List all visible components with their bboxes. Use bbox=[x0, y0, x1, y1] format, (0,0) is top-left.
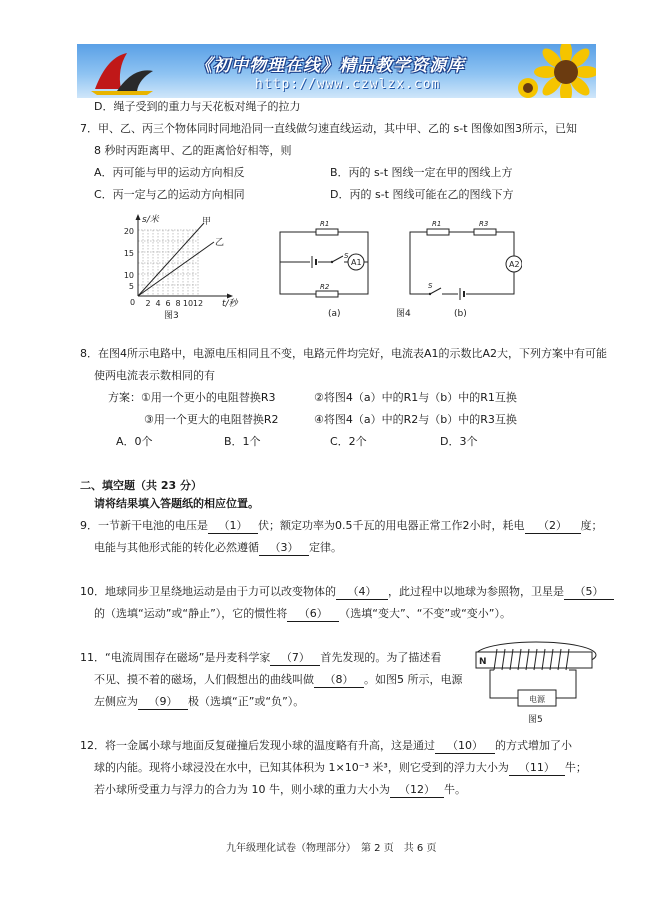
q12-text: 牛； bbox=[564, 761, 587, 774]
header-banner bbox=[77, 44, 596, 98]
figure-4-circuits bbox=[272, 212, 522, 322]
answer-blank-7[interactable]: （7） bbox=[270, 651, 320, 666]
x-tick: 6 bbox=[165, 299, 171, 308]
q11-text: 极（选填“正”或“负”）。 bbox=[188, 695, 305, 708]
x-tick: 12 bbox=[192, 299, 204, 308]
y-tick: 20 bbox=[123, 227, 134, 236]
q10-line-2 bbox=[94, 607, 511, 622]
x-tick: 8 bbox=[175, 299, 181, 308]
q12-text: 12．将一金属小球与地面反复碰撞后发现小球的温度略有升高，这是通过 bbox=[80, 739, 435, 752]
q11-line-2 bbox=[94, 673, 463, 688]
label-s-a: S bbox=[344, 252, 349, 260]
label-yi: 乙 bbox=[215, 238, 225, 248]
line-yi bbox=[138, 242, 214, 296]
iron-core bbox=[476, 652, 592, 668]
x-axis-label: t/秒 bbox=[222, 299, 238, 309]
label-r1-b: R1 bbox=[432, 220, 442, 228]
q10-text: 的（选填“运动”或“静止”），它的惯性将 bbox=[94, 607, 288, 620]
q7-option-d: D．丙的 s-t 图线可能在乙的图线下方 bbox=[330, 188, 514, 201]
q8-option-d: D．3个 bbox=[440, 435, 478, 448]
resistor-r3-b bbox=[474, 229, 496, 235]
q11-text: 11．“电流周围存在磁场”是丹麦科学家 bbox=[80, 651, 271, 664]
q12-text: 球的内能。现将小球浸没在水中，已知其体积为 1×10⁻³ 米³，则它受到的浮力大小为 bbox=[94, 761, 509, 774]
answer-blank-8[interactable]: （8） bbox=[314, 673, 364, 688]
answer-blank-9[interactable]: （9） bbox=[138, 695, 188, 710]
q9-text: 定律。 bbox=[309, 541, 342, 554]
answer-blank-12[interactable]: （12） bbox=[390, 783, 444, 798]
q9-text: 伏；额定功率为0.5千瓦的用电器正常工作2小时，耗电 bbox=[258, 519, 525, 532]
resistor-r2-a bbox=[316, 291, 338, 297]
q11-text: 左侧应为 bbox=[94, 695, 138, 708]
ammeter-a2-label: A2 bbox=[509, 260, 520, 269]
q12-line-3 bbox=[94, 783, 466, 798]
q8-plan-2: ②将图4（a）中的R1与（b）中的R1互换 bbox=[314, 391, 517, 404]
wire-right bbox=[556, 670, 576, 698]
q8-plan-3: ③用一个更大的电阻替换R2 bbox=[144, 413, 279, 426]
q12-line-2 bbox=[94, 761, 587, 776]
q7-option-b: B．丙的 s-t 图线一定在甲的图线上方 bbox=[330, 166, 513, 179]
label-r1-a: R1 bbox=[320, 220, 330, 228]
q9-text: 9．一节新干电池的电压是 bbox=[80, 519, 208, 532]
label-s-b: S bbox=[428, 282, 433, 290]
label-r3-b: R3 bbox=[479, 220, 489, 228]
answer-blank-10[interactable]: （10） bbox=[435, 739, 495, 754]
figure-4-caption: 图4 bbox=[396, 309, 411, 319]
q7-option-c: C．丙一定与乙的运动方向相同 bbox=[94, 188, 245, 201]
figure-3-st-graph bbox=[118, 212, 268, 320]
wire-left bbox=[490, 670, 518, 698]
answer-blank-1[interactable]: （1） bbox=[208, 519, 258, 534]
q10-text: 10．地球同步卫星绕地运动是由于力可以改变物体的 bbox=[80, 585, 336, 598]
answer-blank-3[interactable]: （3） bbox=[259, 541, 309, 556]
sunflower-icon bbox=[516, 44, 596, 98]
answer-blank-4[interactable]: （4） bbox=[336, 585, 388, 600]
section-2-instruction: 请将结果填入答题纸的相应位置。 bbox=[94, 497, 259, 510]
q11-line-1 bbox=[80, 651, 441, 666]
q9-line-2 bbox=[94, 541, 342, 556]
q11-text: 首先发现的。为了描述看 bbox=[320, 651, 442, 664]
q10-text: （选填“变大”、“不变”或“变小”）。 bbox=[339, 607, 511, 620]
q8-line-1: 8．在图4所示电路中，电源电压相同且不变，电路元件均完好，电流表A1的示数比A2大，下列方案中有可能 bbox=[80, 347, 608, 360]
q8-plan-4: ④将图4（a）中的R2与（b）中的R3互换 bbox=[314, 413, 517, 426]
q10-line-1 bbox=[80, 585, 614, 600]
q8-option-c: C．2个 bbox=[330, 435, 367, 448]
label-jia: 甲 bbox=[202, 217, 212, 227]
switch-a-icon bbox=[331, 256, 344, 266]
answer-blank-5[interactable]: （5） bbox=[564, 585, 614, 600]
y-axis-label: s/米 bbox=[142, 215, 159, 225]
y-tick: 10 bbox=[123, 271, 134, 280]
section-2-heading: 二、填空题（共 23 分） bbox=[80, 479, 202, 492]
q8-plan-1: 方案：①用一个更小的电阻替换R3 bbox=[108, 391, 276, 404]
label-r2-a: R2 bbox=[320, 283, 330, 291]
figure-3-caption: 图3 bbox=[164, 311, 179, 320]
q12-text: 的方式增加了小 bbox=[495, 739, 572, 752]
resistor-r1-a bbox=[316, 229, 338, 235]
site-logo-icon bbox=[87, 49, 157, 95]
battery-a-icon bbox=[310, 256, 318, 268]
figure-5-caption: 图5 bbox=[528, 715, 543, 725]
battery-b-icon bbox=[458, 288, 466, 300]
page-footer: 九年级理化试卷（物理部分） 第 2 页 共 6 页 bbox=[226, 843, 437, 854]
answer-blank-11[interactable]: （11） bbox=[509, 761, 565, 776]
banner-title: 《初中物理在线》精品教学资源库 bbox=[195, 56, 465, 76]
q8-option-a: A．0个 bbox=[116, 435, 153, 448]
banner-url: http://www.czwlzx.com bbox=[255, 77, 441, 92]
q11-text: 。如图5 所示，电源 bbox=[364, 673, 463, 686]
q10-text: ，此过程中以地球为参照物，卫星是 bbox=[388, 585, 564, 598]
q12-line-1 bbox=[80, 739, 572, 754]
q8-option-b: B．1个 bbox=[224, 435, 261, 448]
y-tick: 15 bbox=[123, 249, 134, 258]
answer-blank-6[interactable]: （6） bbox=[287, 607, 339, 622]
x-tick: 2 bbox=[145, 299, 151, 308]
y-axis-arrow-icon bbox=[136, 214, 141, 220]
resistor-r1-b bbox=[427, 229, 449, 235]
q11-text: 不见、摸不着的磁场，人们假想出的曲线叫做 bbox=[94, 673, 314, 686]
x-tick: 4 bbox=[155, 299, 161, 308]
answer-blank-2[interactable]: （2） bbox=[525, 519, 581, 534]
circuit-b bbox=[410, 232, 514, 294]
ammeter-a1-label: A1 bbox=[351, 258, 362, 267]
pole-label: N bbox=[479, 657, 487, 667]
figure-5-solenoid bbox=[472, 634, 600, 726]
origin-label: 0 bbox=[130, 298, 136, 307]
x-tick: 10 bbox=[182, 299, 194, 308]
q8-line-2: 使两电流表示数相同的有 bbox=[94, 369, 215, 382]
circuit-b-caption: (b) bbox=[454, 309, 467, 319]
q7-line-2: 8 秒时丙距离甲、乙的距离恰好相等，则 bbox=[94, 144, 292, 157]
q7-option-a: A．丙可能与甲的运动方向相反 bbox=[94, 166, 245, 179]
circuit-a-caption: (a) bbox=[328, 309, 341, 319]
q9-line-1 bbox=[80, 519, 603, 534]
q11-line-3 bbox=[94, 695, 304, 710]
q9-text: 度； bbox=[580, 519, 603, 532]
q6-option-d: D．绳子受到的重力与天花板对绳子的拉力 bbox=[94, 100, 301, 113]
q7-line-1: 7．甲、乙、丙三个物体同时同地沿同一直线做匀速直线运动，其中甲、乙的 s-t 图像如图3所示，已知 bbox=[80, 122, 578, 135]
y-tick: 5 bbox=[128, 282, 134, 291]
power-source-label: 电源 bbox=[529, 695, 545, 704]
q12-text: 牛。 bbox=[444, 783, 466, 796]
q9-text: 电能与其他形式能的转化必然遵循 bbox=[94, 541, 259, 554]
q12-text: 若小球所受重力与浮力的合力为 10 牛，则小球的重力大小为 bbox=[94, 783, 390, 796]
x-axis-arrow-icon bbox=[227, 294, 233, 299]
